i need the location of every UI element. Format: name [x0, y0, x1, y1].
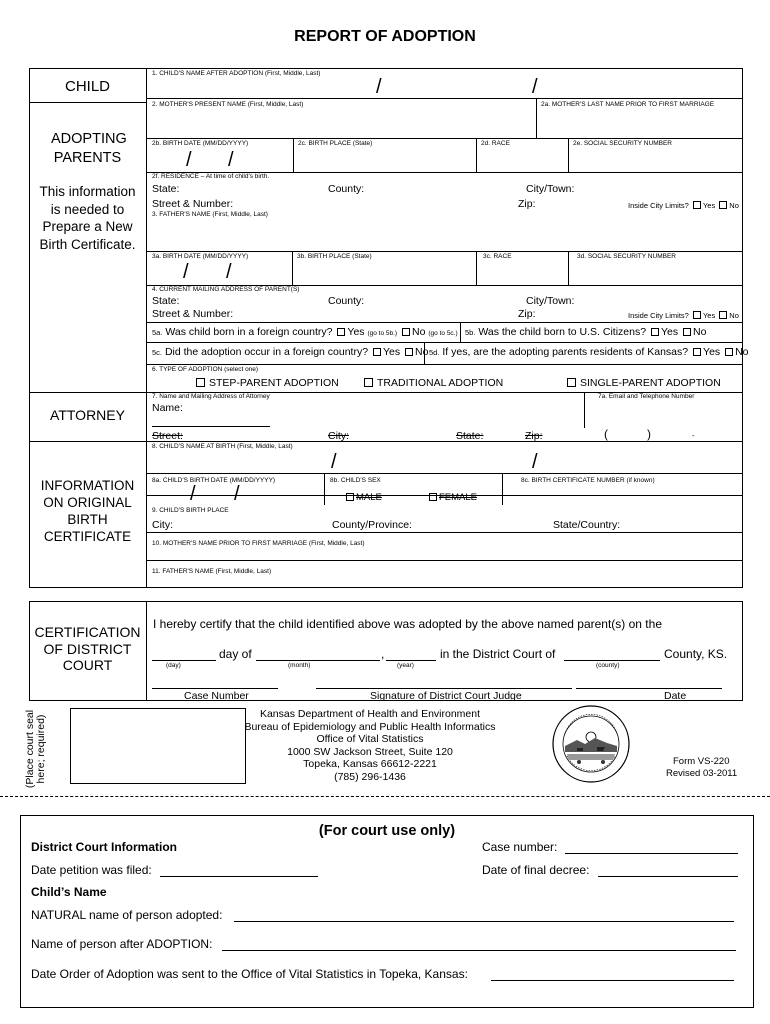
field-3c-label: 3c. RACE: [483, 253, 512, 260]
comma: ,: [381, 647, 385, 661]
no-label: No: [729, 311, 739, 320]
day-of-label: day of: [219, 647, 252, 661]
after-adoption-label: Name of person after ADOPTION:: [31, 937, 213, 951]
info-note: This information is needed to Prepare a New Birth Certificate.: [39, 184, 136, 252]
page-title: REPORT OF ADOPTION: [294, 28, 476, 45]
date-separator: /: [186, 149, 192, 171]
cert-day-line[interactable]: [152, 660, 216, 661]
childs-name-label: Child’s Name: [31, 885, 107, 899]
divider: [146, 473, 743, 474]
divider: [536, 98, 537, 138]
attorney-state-label: State:: [456, 430, 484, 442]
agency-line-1: Kansas Department of Health and Environment: [259, 708, 481, 720]
field-2-label: 2. MOTHER'S PRESENT NAME (First, Middle, Last): [152, 101, 304, 108]
yes-label: Yes: [703, 346, 721, 358]
divider: [292, 251, 293, 285]
state-label: State:: [152, 295, 180, 307]
q5a-no-checkbox[interactable]: [402, 328, 410, 336]
attorney-city-label: City:: [328, 430, 349, 442]
date-separator: /: [190, 483, 196, 505]
child-name-input[interactable]: [147, 80, 742, 98]
divider: [146, 532, 743, 533]
attorney-street-label: Street:: [152, 430, 183, 442]
q5d-text: If yes, are the adopting parents residents of Kansas?: [442, 346, 689, 358]
name-separator: /: [331, 451, 337, 473]
divider: [146, 364, 743, 365]
phone-paren-close: ): [647, 427, 651, 441]
date-separator: /: [183, 261, 189, 283]
case-number-label: [482, 840, 557, 854]
divider: [146, 98, 743, 99]
divider: [568, 138, 569, 172]
agency-line-5: Topeka, Kansas 66612-2221: [303, 758, 437, 770]
q5a-number: 5a.: [152, 328, 163, 337]
date-separator: /: [228, 149, 234, 171]
q5b-yes-checkbox[interactable]: [651, 328, 659, 336]
field-2e-label: 2e. SOCIAL SECURITY NUMBER: [573, 140, 672, 147]
divider: [424, 342, 425, 364]
divider: [502, 473, 503, 505]
revised-date: Revised 03-2011: [666, 768, 738, 779]
divider: [324, 473, 325, 505]
court-use-heading: (For court use only): [318, 823, 456, 839]
zip-label: Zip:: [518, 308, 536, 320]
city-town-label: City/Town:: [526, 183, 575, 195]
no-label: No: [412, 326, 426, 338]
attorney-name-line[interactable]: [152, 426, 270, 427]
option-single-parent: [567, 377, 721, 389]
sex-male-option: [344, 492, 382, 503]
traditional-checkbox[interactable]: [364, 378, 373, 387]
attorney-name-label: Name:: [152, 402, 183, 414]
attorney-zip-label: Zip:: [525, 430, 543, 442]
field-8-label: 8. CHILD'S NAME AT BIRTH (First, Middle, Last): [152, 443, 293, 450]
field-3d-label: 3d. SOCIAL SECURITY NUMBER: [577, 253, 676, 260]
inside-city-limits-label: Inside City Limits?: [628, 311, 689, 320]
inside-city-limits: [628, 201, 739, 210]
section-attorney: ATTORNEY: [50, 407, 125, 423]
cert-date-line[interactable]: [576, 688, 722, 689]
divider: [293, 138, 294, 172]
yes-label: Yes: [702, 201, 716, 210]
divider: [476, 251, 477, 285]
field-4-label: 4. CURRENT MAILING ADDRESS OF PARENT(S): [152, 286, 300, 293]
certification-statement: I hereby certify that the child identified above was adopted by the above named parent(s) on the: [153, 617, 662, 631]
inside-city-limits-label: Inside City Limits?: [628, 201, 689, 210]
natural-name-label: NATURAL name of person adopted:: [31, 908, 223, 922]
court-seal-box[interactable]: [70, 708, 246, 784]
mailing-inside-city-no-checkbox[interactable]: [719, 311, 727, 319]
field-6-label: 6. TYPE OF ADOPTION (select one): [152, 366, 259, 373]
month-caption: (month): [288, 662, 311, 669]
step-parent-checkbox[interactable]: [196, 378, 205, 387]
name-separator: /: [532, 451, 538, 473]
cert-year-line[interactable]: [386, 660, 436, 661]
goto-5b: (go to 5b.): [367, 330, 398, 337]
date-caption: Date: [664, 690, 687, 702]
q5b-text: Was the child born to U.S. Citizens?: [478, 326, 647, 338]
single-parent-checkbox[interactable]: [567, 378, 576, 387]
q5c-number: 5c.: [152, 348, 163, 357]
field-2f-label: 2f. RESIDENCE – At time of child's birth.: [152, 173, 270, 180]
field-3-label: 3. FATHER'S NAME (First, Middle, Last): [152, 211, 268, 218]
signature-caption: Signature of District Court Judge: [370, 690, 522, 702]
street-number-label: Street & Number:: [152, 198, 234, 210]
field-3b-label: 3b. BIRTH PLACE (State): [297, 253, 372, 260]
divider: [460, 322, 461, 342]
field-2c-label: 2c. BIRTH PLACE (State): [298, 140, 373, 147]
divider: [146, 601, 147, 701]
no-label: No: [735, 346, 749, 358]
question-5b: [465, 326, 706, 338]
birth-county-province-label: County/Province:: [332, 519, 412, 531]
field-2d-label: 2d. RACE: [481, 140, 510, 147]
single-parent-label: SINGLE-PARENT ADOPTION: [580, 377, 721, 389]
divider: [29, 102, 146, 103]
female-label: FEMALE: [439, 492, 478, 503]
divider: [146, 322, 743, 323]
field-7-label: 7. Name and Mailing Address of Attorney: [152, 393, 270, 400]
q5d-no-checkbox[interactable]: [725, 348, 733, 356]
state-label: State:: [152, 183, 180, 195]
case-number-text: Case number:: [482, 840, 558, 854]
option-step-parent: [196, 377, 339, 389]
county-label: County:: [328, 183, 365, 195]
date-sent-label: Date Order of Adoption was sent to the Office of Vital Statistics in Topeka, Kansas:: [31, 967, 468, 981]
field-7a-label: 7a. Email and Telephone Number: [598, 393, 695, 400]
field-3a-label: 3a. BIRTH DATE (MM/DD/YYYY): [152, 253, 249, 260]
divider: [568, 251, 569, 285]
divider: [146, 251, 743, 252]
date-separator: /: [226, 261, 232, 283]
case-number-field[interactable]: [565, 853, 738, 854]
day-caption: (day): [166, 662, 181, 669]
male-label: MALE: [356, 492, 382, 503]
county-caption: (county): [596, 662, 620, 669]
natural-name-field[interactable]: [234, 921, 734, 922]
phone-paren-open: (: [604, 427, 608, 441]
mailing-inside-city-limits: [628, 311, 739, 320]
goto-5c: (go to 5c.): [428, 330, 458, 337]
date-sent-field[interactable]: [491, 980, 734, 981]
no-label: No: [693, 326, 707, 338]
q5a-yes-checkbox[interactable]: [337, 328, 345, 336]
section-child: CHILD: [64, 78, 110, 95]
agency-line-2: Bureau of Epidemiology and Public Health Informatics: [244, 720, 496, 733]
birth-city-label: City:: [152, 519, 173, 531]
label-column-divider: [146, 68, 147, 588]
q5b-number: 5b.: [465, 328, 476, 337]
field-1-label: 1. CHILD'S NAME AFTER ADOPTION (First, Middle, Last): [152, 70, 321, 77]
no-label: No: [415, 346, 429, 358]
agency-line-3: Office of Vital Statistics: [316, 733, 424, 745]
field-11-label: 11. FATHER'S NAME (First, Middle, Last): [152, 568, 272, 575]
yes-label: Yes: [347, 326, 365, 338]
year-caption: (year): [397, 662, 414, 669]
divider: [29, 441, 146, 442]
agency-block: [240, 708, 500, 783]
judge-signature-line[interactable]: [316, 688, 572, 689]
field-8c-label: 8c. BIRTH CERTIFICATE NUMBER (if known): [521, 477, 655, 484]
date-separator: /: [234, 483, 240, 505]
mailing-inside-city-yes-checkbox[interactable]: [693, 311, 701, 319]
yes-label: Yes: [702, 311, 716, 320]
county-label: County:: [328, 295, 365, 307]
final-decree-label: Date of final decree:: [482, 863, 590, 877]
option-traditional: [364, 377, 503, 389]
yes-label: Yes: [382, 346, 401, 358]
divider: [146, 441, 743, 442]
kansas-seal-icon: [551, 704, 631, 784]
divider: [476, 138, 477, 172]
field-8b-label: 8b. CHILD'S SEX: [330, 477, 381, 484]
q5d-number: 5d.: [429, 348, 440, 357]
after-adoption-field[interactable]: [222, 950, 736, 951]
petition-filed-label: Date petition was filed:: [31, 863, 152, 877]
divider: [584, 392, 585, 428]
step-parent-label: STEP-PARENT ADOPTION: [209, 377, 339, 389]
q5d-yes-checkbox[interactable]: [693, 348, 701, 356]
question-5a: [152, 326, 458, 338]
cut-line: [0, 796, 770, 797]
agency-line-4: 1000 SW Jackson Street, Suite 120: [287, 745, 453, 758]
section-original-birth-info: INFORMATION ON ORIGINAL BIRTH CERTIFICATE: [40, 478, 135, 544]
q5c-yes-checkbox[interactable]: [373, 348, 381, 356]
phone-dash: -: [692, 431, 695, 440]
cert-month-line[interactable]: [256, 660, 380, 661]
inside-city-no-checkbox[interactable]: [719, 201, 727, 209]
city-town-label: City/Town:: [526, 295, 575, 307]
case-number-caption: Case Number: [184, 690, 249, 702]
petition-filed-field[interactable]: [160, 876, 318, 877]
q5b-no-checkbox[interactable]: [683, 328, 691, 336]
q5a-text: Was child born in a foreign country?: [165, 326, 333, 338]
no-label: No: [729, 201, 739, 210]
sex-female-option: [427, 492, 477, 503]
zip-label: Zip:: [518, 198, 536, 210]
name-separator: /: [376, 76, 382, 98]
divider: [146, 495, 743, 496]
seal-note: (Place court seal here; required): [24, 709, 47, 789]
section-certification: CERTIFICATION OF DISTRICT COURT: [34, 624, 141, 673]
field-8a-label: 8a. CHILD'S BIRTH DATE (MM/DD/YYYY): [152, 477, 276, 484]
yes-label: Yes: [660, 326, 679, 338]
question-5d: [429, 346, 749, 358]
question-5c: [152, 346, 428, 358]
final-decree-field[interactable]: [598, 876, 738, 877]
form-id: Form VS-220: [673, 756, 730, 767]
divider: [146, 342, 743, 343]
section-adopting-parents: ADOPTING PARENTS: [51, 131, 127, 166]
district-court-info-label: District Court Information: [31, 840, 177, 854]
name-separator: /: [532, 76, 538, 98]
case-number-line[interactable]: [152, 688, 278, 689]
field-10-label: 10. MOTHER'S NAME PRIOR TO FIRST MARRIAGE (First, Middle, Last): [152, 540, 365, 547]
birth-state-country-label: State/Country:: [553, 519, 621, 531]
field-2a-label: 2a. MOTHER'S LAST NAME PRIOR TO FIRST MARRIAGE: [541, 101, 715, 108]
agency-line-6: (785) 296-1436: [334, 770, 406, 783]
q5c-text: Did the adoption occur in a foreign country?: [164, 346, 369, 358]
field-9-label: 9. CHILD'S BIRTH PLACE: [152, 507, 229, 514]
divider: [146, 138, 743, 139]
street-number-label: Street & Number:: [152, 308, 234, 320]
divider: [29, 392, 146, 393]
divider: [146, 560, 743, 561]
traditional-label: TRADITIONAL ADOPTION: [377, 377, 504, 389]
field-2b-label: 2b. BIRTH DATE (MM/DD/YYYY): [152, 140, 249, 147]
cert-county-line[interactable]: [564, 660, 660, 661]
in-district-court-label: in the District Court of: [440, 647, 556, 661]
q5c-no-checkbox[interactable]: [405, 348, 413, 356]
inside-city-yes-checkbox[interactable]: [693, 201, 701, 209]
county-ks-label: County, KS.: [664, 647, 728, 661]
